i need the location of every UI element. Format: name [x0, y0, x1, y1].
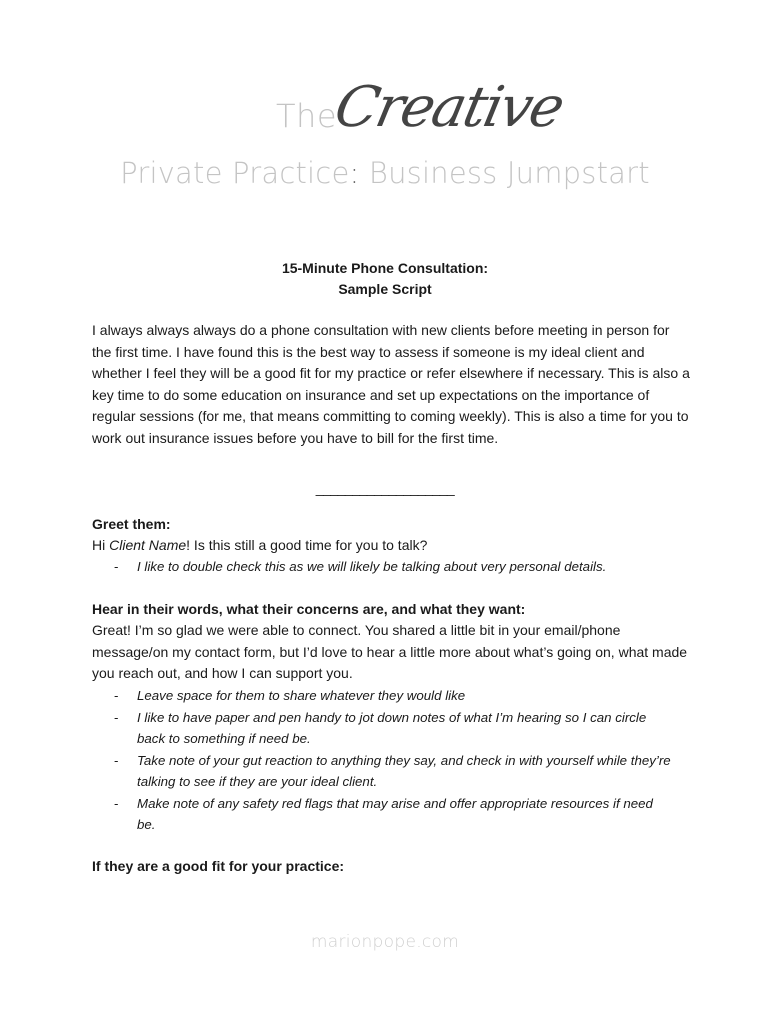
dash-marker: -	[114, 709, 119, 725]
list-item	[92, 556, 672, 578]
logo-subtitle-part1: Private Practice	[120, 156, 350, 190]
logo-the: The	[276, 97, 338, 135]
logo-script: Creative	[329, 75, 569, 140]
hear-paragraph: Great! I’m so glad we were able to connect. You shared a little bit in your email/phone message/on my contact form, but I’d love to hear a little more about what’s going on, what made you reach out, and how I can support you.	[92, 622, 688, 681]
list-item	[92, 685, 672, 707]
greet-heading: Greet them:	[92, 516, 171, 532]
footer-url[interactable]: marionpope.com	[310, 932, 460, 952]
dash-marker: -	[114, 752, 119, 768]
fit-heading: If they are a good fit for your practice:	[92, 858, 345, 874]
logo-subtitle-colon: :	[349, 156, 360, 190]
bullet-text: Leave space for them to share whatever they would like	[137, 688, 466, 703]
logo-subtitle	[0, 154, 770, 192]
greet-line	[92, 535, 692, 557]
greet-line-post: ! Is this still a good time for you to talk?	[186, 537, 428, 553]
hear-heading: Hear in their words, what their concerns are, and what they want:	[92, 601, 526, 617]
dash-marker: -	[114, 795, 119, 811]
title-line2: Sample Script	[338, 281, 432, 297]
bullet-text: I like to double check this as we will likely be talking about very personal details.	[137, 559, 607, 574]
bullet-text: Take note of your gut reaction to anything they say, and check in with yourself while they’re talking to see if they are your ideal client.	[137, 752, 671, 789]
bullet-text: I like to have paper and pen handy to jot down notes of what I’m hearing so I can circle back to something if need be.	[137, 709, 647, 746]
intro-paragraph: I always always always do a phone consultation with new clients before meeting in person for the first time. I have found this is the best way to assess if someone is my ideal client and whether I feel they will be a good fit for my practice or refer elsewhere if necessary. This is also a key time to do some education on insurance and set up expectations on the importance of regular sessions (for me, that means committing to coming weekly). This is also a time for you to work out insurance issues before you have to bill for the first time.	[92, 322, 690, 446]
client-name-placeholder: Client Name	[109, 537, 187, 553]
bullet-text: Make note of any safety red flags that may arise and offer appropriate resources if need be.	[137, 795, 653, 832]
list-item	[92, 793, 672, 836]
list-item	[92, 750, 672, 793]
dash-marker: -	[114, 559, 119, 574]
list-item	[92, 707, 672, 750]
divider-line: ___________________	[315, 480, 455, 496]
hear-bullets	[92, 685, 672, 836]
greet-line-pre: Hi	[92, 537, 110, 553]
document-title	[0, 258, 770, 300]
title-line1: 15-Minute Phone Consultation:	[281, 260, 489, 276]
greet-bullets	[92, 556, 672, 578]
dash-marker: -	[114, 688, 119, 703]
logo-subtitle-part2: Business Jumpstart	[359, 156, 650, 190]
